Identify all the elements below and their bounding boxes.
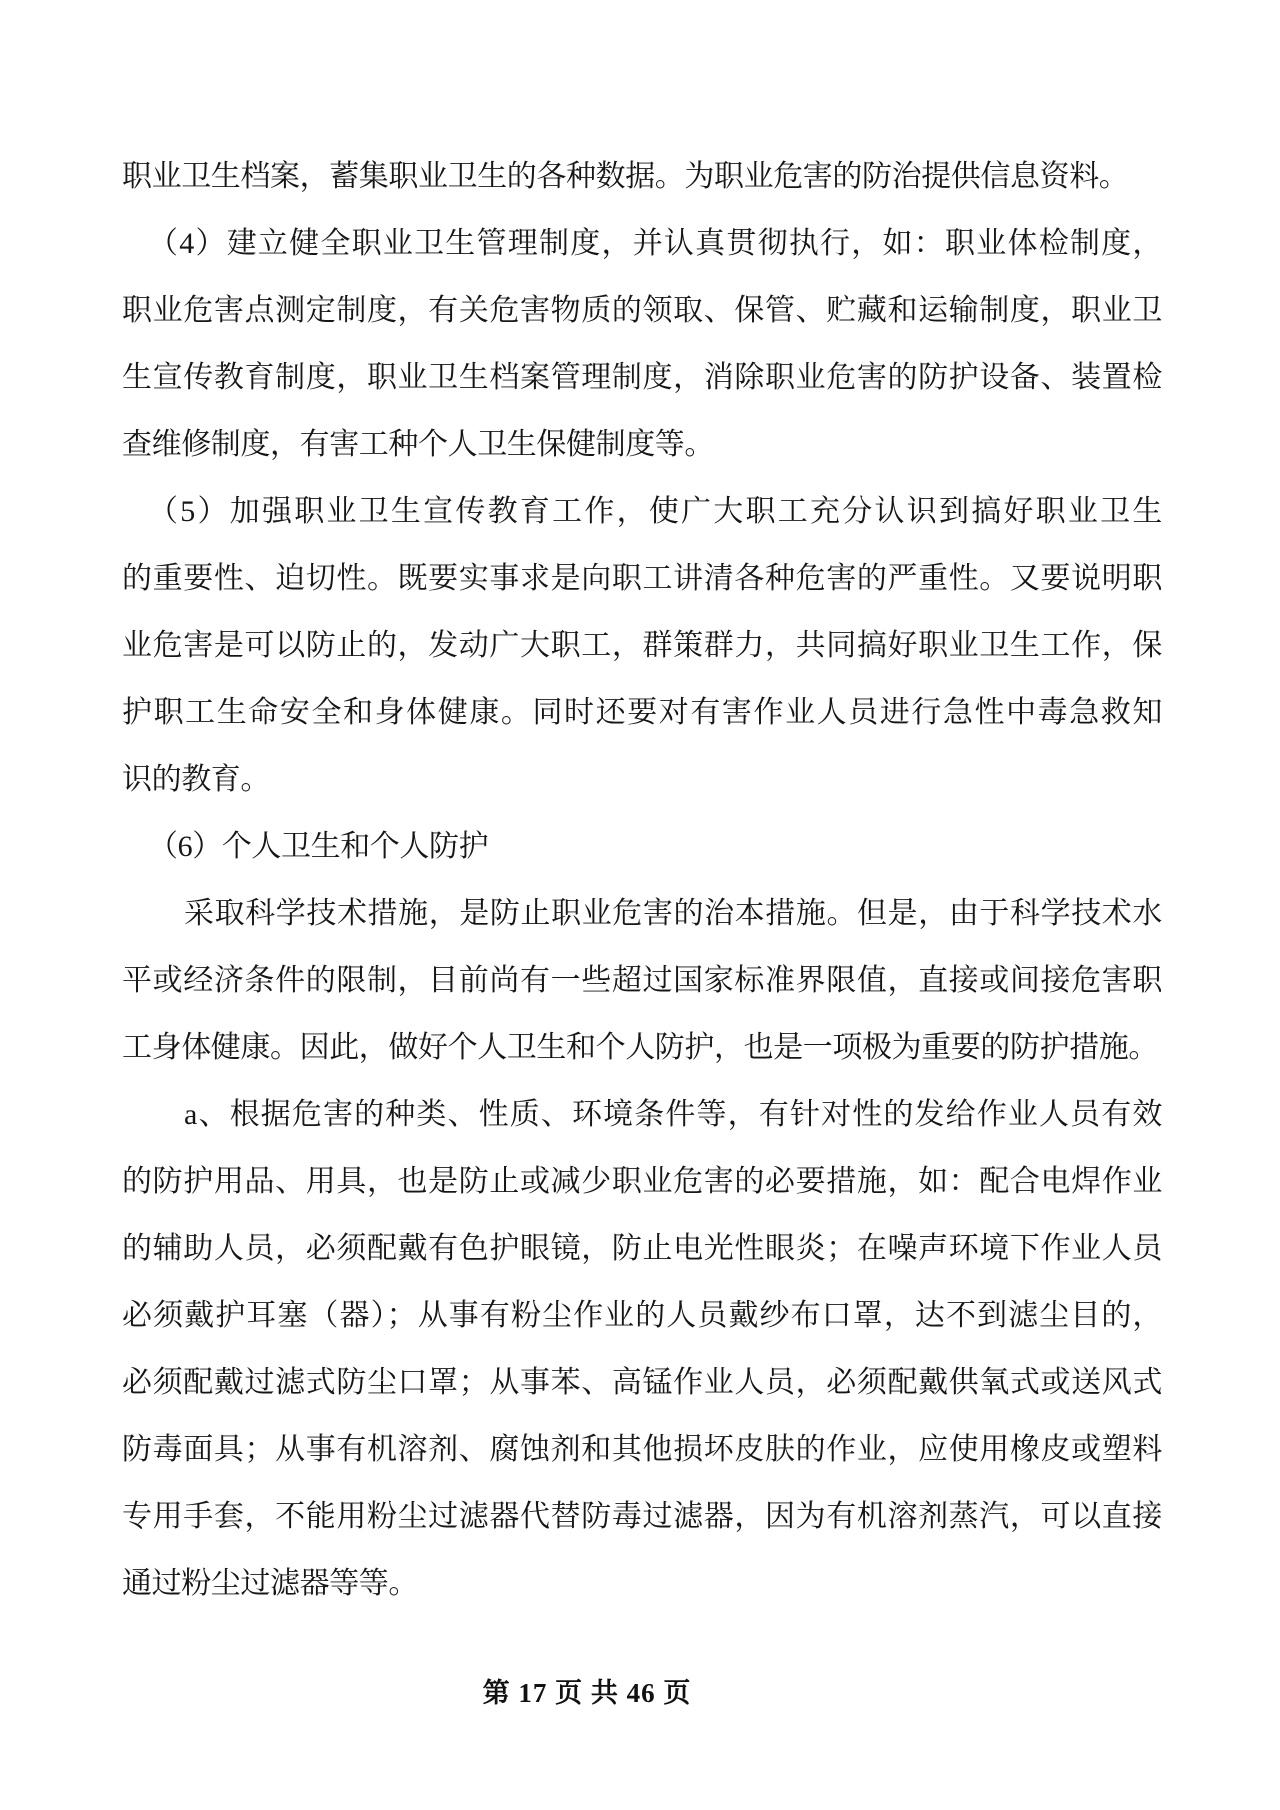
text-line: 的防护用品、用具，也是防止或减少职业危害的必要措施，如：配合电焊作业 — [122, 1165, 1162, 1198]
text-line: （4）建立健全职业卫生管理制度，并认真贯彻执行，如：职业体检制度， — [148, 227, 1162, 260]
text-line: （5）加强职业卫生宣传教育工作，使广大职工充分认识到搞好职业卫生 — [148, 495, 1162, 528]
text-line: 识的教育。 — [122, 763, 270, 796]
text-line: 查维修制度，有害工种个人卫生保健制度等。 — [122, 428, 714, 461]
text-line: 采取科学技术措施，是防止职业危害的治本措施。但是，由于科学技术水 — [184, 897, 1162, 930]
text-line: 业危害是可以防止的，发动广大职工，群策群力，共同搞好职业卫生工作，保 — [122, 629, 1162, 662]
text-line: 专用手套，不能用粉尘过滤器代替防毒过滤器，因为有机溶剂蒸汽，可以直接 — [122, 1500, 1162, 1533]
text-line: 必须配戴过滤式防尘口罩；从事苯、高锰作业人员，必须配戴供氧式或送风式 — [122, 1366, 1162, 1399]
text-line: 的辅助人员，必须配戴有色护眼镜，防止电光性眼炎；在噪声环境下作业人员 — [122, 1232, 1162, 1265]
text-line: 的重要性、迫切性。既要实事求是向职工讲清各种危害的严重性。又要说明职 — [122, 562, 1162, 595]
document-body — [122, 143, 1162, 1617]
text-line: 通过粉尘过滤器等等。 — [122, 1567, 418, 1600]
text-line: a、根据危害的种类、性质、环境条件等，有针对性的发给作业人员有效 — [184, 1098, 1162, 1131]
text-line: 必须戴护耳塞（器）；从事有粉尘作业的人员戴纱布口罩，达不到滤尘目的， — [122, 1299, 1162, 1332]
text-line: 工身体健康。因此，做好个人卫生和个人防护，也是一项极为重要的防护措施。 — [122, 1031, 1158, 1064]
text-line: 生宣传教育制度，职业卫生档案管理制度，消除职业危害的防护设备、装置检 — [122, 361, 1162, 394]
text-line: 职业危害点测定制度，有关危害物质的领取、保管、贮藏和运输制度，职业卫 — [122, 294, 1162, 327]
text-line: 职业卫生档案，蓄集职业卫生的各种数据。为职业危害的防治提供信息资料。 — [122, 160, 1129, 193]
text-line: 防毒面具；从事有机溶剂、腐蚀剂和其他损坏皮肤的作业，应使用橡皮或塑料 — [122, 1433, 1162, 1466]
text-line: （6）个人卫生和个人防护 — [148, 830, 489, 863]
text-line: 护职工生命安全和身体健康。同时还要对有害作业人员进行急性中毒急救知 — [122, 696, 1162, 729]
text-line: 平或经济条件的限制，目前尚有一些超过国家标准界限值，直接或间接危害职 — [122, 964, 1162, 997]
page-footer: 第 17 页 共 46 页 — [482, 1678, 692, 1708]
